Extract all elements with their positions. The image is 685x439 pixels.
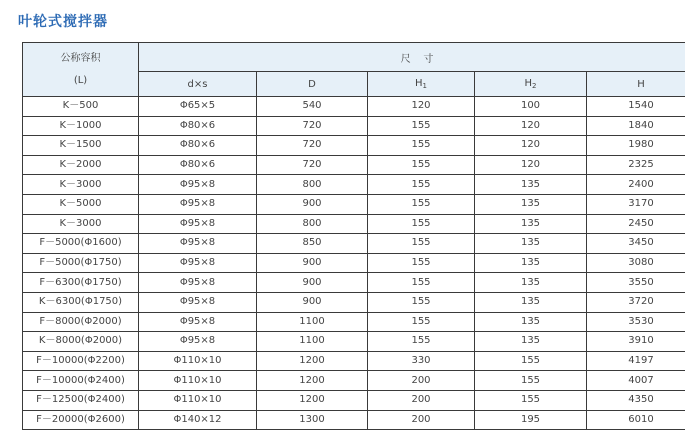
table-cell: 120 [475,155,587,175]
table-cell: 200 [368,410,475,430]
table-cell: Φ110×10 [139,371,257,391]
table-cell: 2450 [587,214,685,234]
table-cell: 120 [475,116,587,136]
column-header [139,72,257,97]
table-cell: 100 [475,97,587,117]
table-cell: 4007 [587,371,685,391]
table-cell: 1100 [257,312,368,332]
table-cell: 540 [257,97,368,117]
table-cell: 120 [368,97,475,117]
table-cell: 155 [368,253,475,273]
table-cell: 135 [475,292,587,312]
capacity-header-label: 公称容积 [60,52,101,64]
table-cell: 900 [257,253,368,273]
table-cell: Φ110×10 [139,351,257,371]
table-cell: K－500 [23,97,139,117]
table-cell: 720 [257,116,368,136]
table-row [23,332,685,352]
table-cell: F－6300(Φ1750) [23,273,139,293]
table-row [23,253,685,273]
table-cell: 200 [368,390,475,410]
table-cell: F－10000(Φ2400) [23,371,139,391]
table-cell: 155 [368,273,475,293]
table-row [23,292,685,312]
table-row [23,155,685,175]
table-row [23,273,685,293]
table-cell: Φ65×5 [139,97,257,117]
table-cell: 1980 [587,136,685,156]
table-cell: 195 [475,410,587,430]
table-cell: Φ95×8 [139,292,257,312]
column-header [475,72,587,97]
table-cell: K－3000 [23,214,139,234]
table-cell: Φ95×8 [139,273,257,293]
table-cell: Φ95×8 [139,214,257,234]
table-cell: 135 [475,332,587,352]
table-cell: 720 [257,155,368,175]
table-cell: 155 [368,292,475,312]
table-row [23,97,685,117]
table-row [23,175,685,195]
page-title: 叶轮式搅拌器 [18,14,108,30]
table-row [23,410,685,430]
table-cell: 155 [368,234,475,254]
column-header-subscript: 1 [422,82,427,90]
table-cell: 850 [257,234,368,254]
table-cell: 1200 [257,371,368,391]
table-cell: 120 [475,136,587,156]
table-cell: 1300 [257,410,368,430]
table-row [23,136,685,156]
table-cell: 1540 [587,97,685,117]
table-cell: 155 [368,194,475,214]
table-cell: 135 [475,175,587,195]
table-cell: Φ80×6 [139,155,257,175]
table-cell: 155 [368,332,475,352]
table-cell: Φ80×6 [139,116,257,136]
table-cell: 155 [475,371,587,391]
table-cell: 800 [257,214,368,234]
table-cell: 135 [475,253,587,273]
table-cell: 3550 [587,273,685,293]
table-cell: 1840 [587,116,685,136]
spec-table [22,42,685,430]
table-row [23,214,685,234]
table-cell: 900 [257,292,368,312]
table-cell: 135 [475,214,587,234]
table-cell: K－6300(Φ1750) [23,292,139,312]
table-cell: 1200 [257,390,368,410]
column-header-label: H [637,78,645,90]
table-cell: 720 [257,136,368,156]
dimension-header: 尺 寸 [139,43,685,72]
table-cell: Φ95×8 [139,175,257,195]
table-cell: Φ80×6 [139,136,257,156]
table-cell: 2400 [587,175,685,195]
table-row [23,371,685,391]
table-row [23,194,685,214]
table-cell: Φ110×10 [139,390,257,410]
column-header-label: H [524,78,533,89]
table-cell: 155 [475,390,587,410]
table-cell: 3910 [587,332,685,352]
table-cell: 3450 [587,234,685,254]
table-cell: Φ140×12 [139,410,257,430]
table-cell: 135 [475,273,587,293]
table-cell: Φ95×8 [139,332,257,352]
table-cell: 800 [257,175,368,195]
table-cell: F－20000(Φ2600) [23,410,139,430]
table-cell: 4197 [587,351,685,371]
column-header-label: d×s [187,78,208,90]
table-cell: 3720 [587,292,685,312]
table-row [23,116,685,136]
table-cell: K－1500 [23,136,139,156]
table-cell: 3530 [587,312,685,332]
table-row [23,312,685,332]
column-header [587,72,685,97]
table-cell: F－12500(Φ2400) [23,390,139,410]
table-cell: 155 [475,351,587,371]
table-cell: 330 [368,351,475,371]
table-cell: 900 [257,273,368,293]
column-header-label: H [415,78,423,89]
table-cell: 135 [475,312,587,332]
table-cell: K－2000 [23,155,139,175]
table-cell: F－10000(Φ2200) [23,351,139,371]
column-header-subscript: 2 [532,82,537,90]
table-cell: 155 [368,214,475,234]
table-row [23,390,685,410]
table-cell: K－8000(Φ2000) [23,332,139,352]
table-cell: 4350 [587,390,685,410]
table-cell: K－1000 [23,116,139,136]
capacity-header-unit: (L) [73,74,88,86]
table-cell: Φ95×8 [139,194,257,214]
table-cell: F－5000(Φ1600) [23,234,139,254]
table-cell: 1100 [257,332,368,352]
table-row [23,351,685,371]
table-cell: 3080 [587,253,685,273]
column-header [257,72,368,97]
table-cell: Φ95×8 [139,253,257,273]
table-cell: Φ95×8 [139,234,257,254]
table-cell: 155 [368,175,475,195]
table-cell: 155 [368,312,475,332]
table-cell: 200 [368,371,475,391]
table-cell: 6010 [587,410,685,430]
table-cell: F－5000(Φ1750) [23,253,139,273]
table-cell: 135 [475,194,587,214]
table-cell: 2325 [587,155,685,175]
table-cell: 3170 [587,194,685,214]
column-header-label: D [308,78,316,90]
table-cell: F－8000(Φ2000) [23,312,139,332]
table-cell: 135 [475,234,587,254]
table-cell: 155 [368,136,475,156]
table-cell: K－5000 [23,194,139,214]
table-cell: 900 [257,194,368,214]
table-cell: 155 [368,116,475,136]
table-cell: Φ95×8 [139,312,257,332]
table-cell: K－3000 [23,175,139,195]
capacity-header [23,43,139,97]
table-cell: 155 [368,155,475,175]
table-row [23,234,685,254]
table-cell: 1200 [257,351,368,371]
column-header [368,72,475,97]
